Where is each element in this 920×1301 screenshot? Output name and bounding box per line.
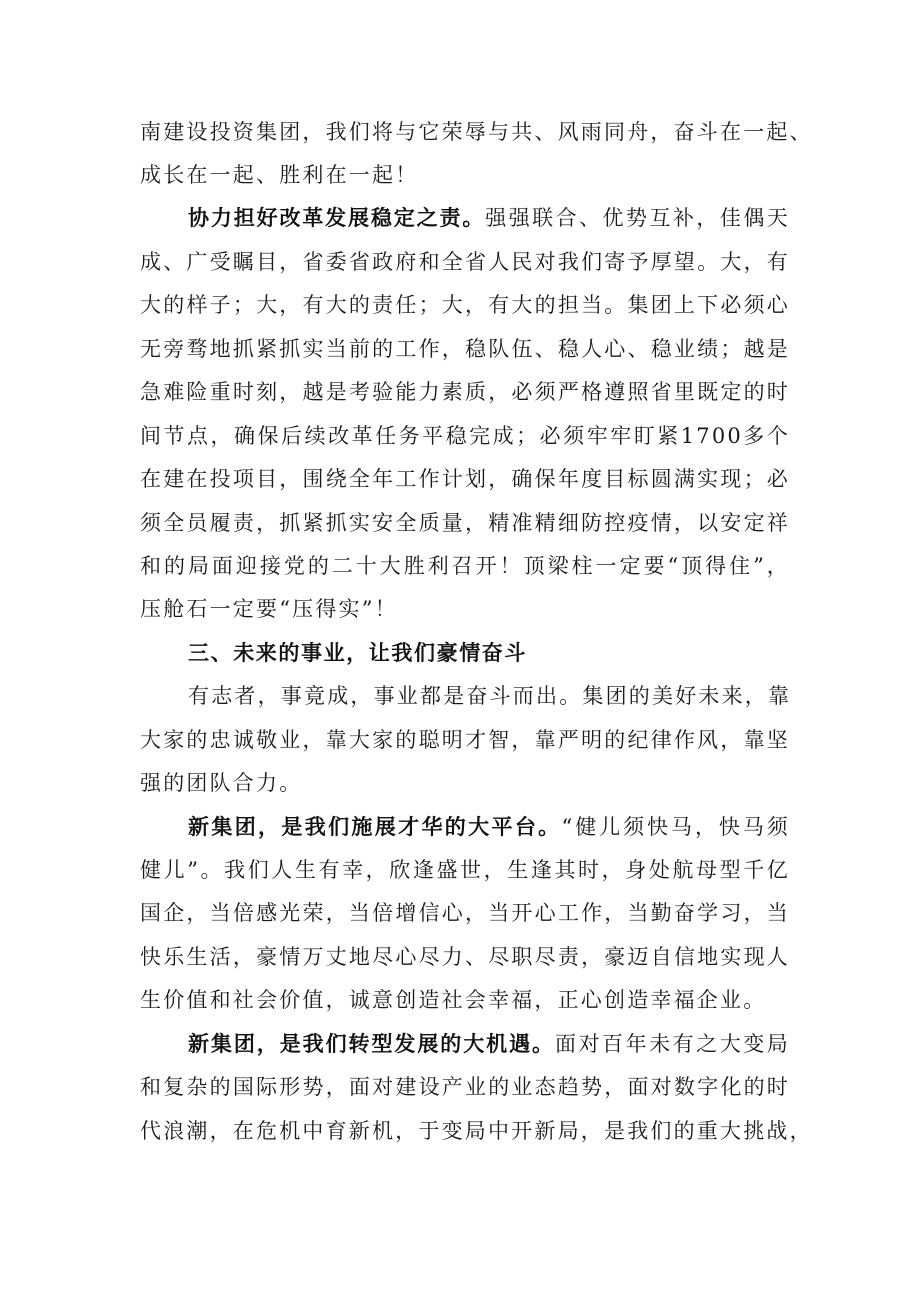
text-line: 健儿”。我们人生有幸，欣逢盛世，生逢其时，身处航母型千亿 [140, 858, 790, 882]
section-heading: 三、未来的事业，让我们豪情奋斗 [188, 641, 527, 665]
text-line: 大家的忠诚敬业，靠大家的聪明才智，靠严明的纪律作风，靠坚 [140, 728, 790, 752]
text-line: 成长在一起、胜利在一起！ [140, 163, 419, 187]
paragraph-first-line [188, 812, 790, 842]
text-line: 和复杂的国际形势，面对建设产业的业态趋势，面对数字化的时 [140, 1075, 790, 1099]
text-line: 国企，当倍感光荣，当倍增信心，当开心工作，当勤奋学习，当 [140, 901, 790, 925]
text-line: 和的局面迎接党的二十大胜利召开！顶梁柱一定要“顶得住”， [140, 554, 790, 578]
paragraph-first-line: 有志者，事竟成，事业都是奋斗而出。集团的美好未来，靠 [188, 684, 792, 708]
text-line: 大的样子；大，有大的责任；大，有大的担当。集团上下必须心 [140, 293, 790, 317]
text-line: 压舱石一定要“压得实”！ [140, 597, 398, 621]
paragraph-lead: 新集团，是我们施展才华的大平台。 [188, 815, 562, 839]
text-line: 南建设投资集团，我们将与它荣辱与共、风雨同舟，奋斗在一起、 [140, 120, 813, 144]
text-line: 在建在投项目，围绕全年工作计划，确保年度目标圆满实现；必 [140, 467, 790, 491]
paragraph-lead: 协力担好改革发展稳定之责。 [188, 206, 486, 230]
text-line: 须全员履责，抓紧抓实安全质量，精准精细防控疫情，以安定祥 [140, 511, 790, 535]
text-line: 生价值和社会价值，诚意创造社会幸福，正心创造幸福企业。 [140, 988, 767, 1012]
text-line: 代浪潮，在危机中育新机，于变局中开新局，是我们的重大挑战， [140, 1119, 813, 1143]
paragraph-first-line [188, 1029, 790, 1059]
text-line: 急难险重时刻，越是考验能力素质，必须严格遵照省里既定的时 [140, 380, 790, 404]
paragraph-text: 强强联合、优势互补，佳偶天 [485, 206, 790, 230]
text-line: 快乐生活，豪情万丈地尽心尽力、尽职尽责，豪迈自信地实现人 [140, 945, 790, 969]
text-line: 间节点，确保后续改革任务平稳完成；必须牢牢盯紧1700多个 [140, 424, 790, 448]
paragraph-lead: 新集团，是我们转型发展的大机遇。 [188, 1032, 555, 1056]
text-line: 成、广受瞩目，省委省政府和全省人民对我们寄予厚望。大，有 [140, 250, 790, 274]
text-line: 强的团队合力。 [140, 771, 303, 795]
paragraph-first-line [188, 203, 790, 233]
paragraph-text: 面对百年未有之大变局 [554, 1032, 790, 1056]
text-line: 无旁骛地抓紧抓实当前的工作，稳队伍、稳人心、稳业绩；越是 [140, 337, 790, 361]
paragraph-text: “健儿须快马，快马须 [561, 815, 790, 839]
